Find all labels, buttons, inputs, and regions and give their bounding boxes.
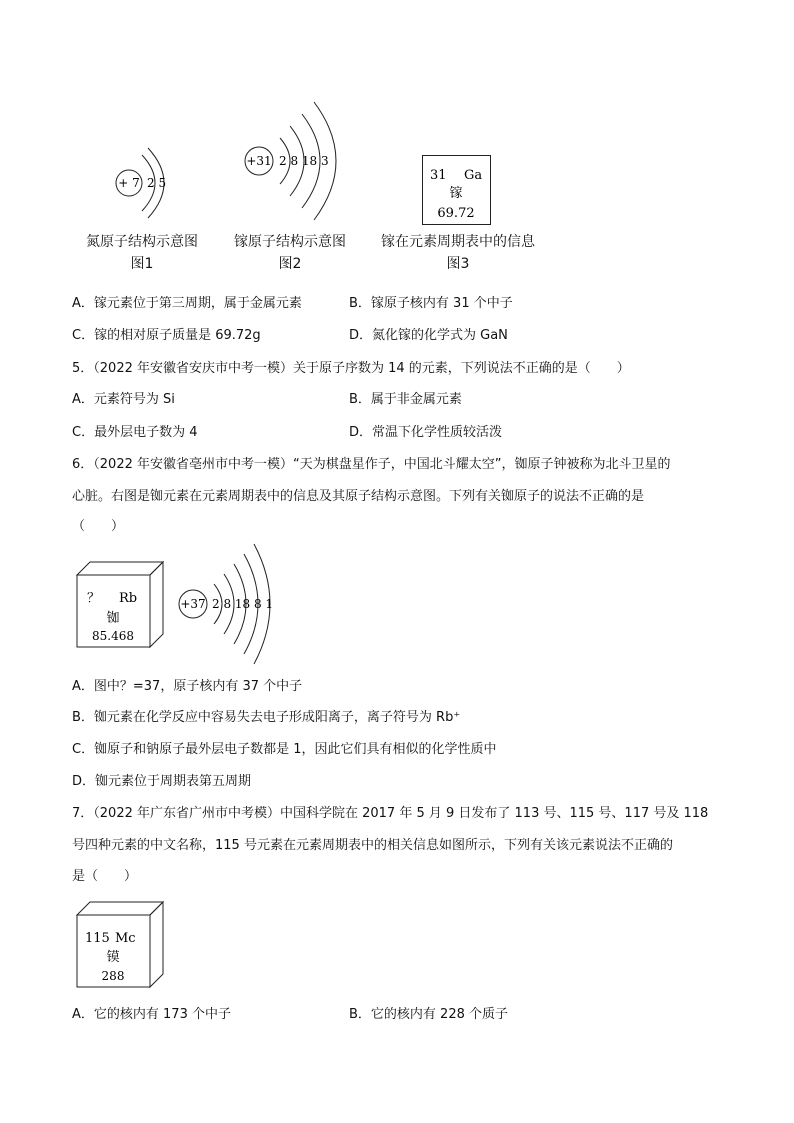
q6-option-c: C．铷原子和钠原子最外层电子数都是 1，因此它们具有相似的化学性质中 bbox=[72, 742, 497, 757]
q4-option-c: C．镓的相对原子质量是 69.72g bbox=[72, 328, 261, 343]
q5-option-d: D．常温下化学性质较活泼 bbox=[349, 425, 503, 440]
electron-counts: 2 8 18 3 bbox=[279, 154, 329, 168]
element-symbol: Ga bbox=[464, 168, 483, 183]
fig1-label: 图1 bbox=[130, 256, 154, 272]
electron-counts: 2 5 bbox=[147, 176, 167, 190]
moscovium-element-cube bbox=[75, 900, 167, 990]
nucleus-charge: +37 bbox=[180, 597, 206, 611]
q7-option-b: B．它的核内有 228 个质子 bbox=[349, 1007, 508, 1022]
q6-stem-line3: （ ） bbox=[72, 519, 125, 534]
gallium-atom-diagram bbox=[240, 98, 370, 228]
nitrogen-atom-diagram bbox=[110, 140, 180, 220]
q5-option-a: A．元素符号为 Si bbox=[72, 392, 175, 407]
nucleus-charge: + 7 bbox=[118, 176, 140, 190]
element-symbol: Mc bbox=[115, 931, 136, 946]
rubidium-element-cube bbox=[75, 560, 167, 650]
fig1-caption: 氮原子结构示意图 bbox=[86, 234, 198, 250]
fig3-label: 图3 bbox=[446, 256, 470, 272]
element-symbol: Rb bbox=[119, 591, 138, 606]
electron-counts: 2 8 18 8 1 bbox=[212, 597, 274, 611]
q6-stem-line1: 6．（2022 年安徽省亳州市中考一模）“天为棋盘星作子，中国北斗耀太空”，铷原子钟被称为北斗卫星的 bbox=[72, 457, 671, 472]
atomic-mass: 85.468 bbox=[92, 629, 134, 643]
q5-stem: 5．（2022 年安徽省安庆市中考一模）关于原子序数为 14 的元素，下列说法不正确的是（ ） bbox=[72, 361, 630, 376]
rubidium-atom-diagram bbox=[176, 540, 286, 672]
q4-option-d: D．氮化镓的化学式为 GaN bbox=[349, 328, 508, 343]
q4-option-b: B．镓原子核内有 31 个中子 bbox=[349, 296, 513, 311]
q4-option-a: A．镓元素位于第三周期，属于金属元素 bbox=[72, 296, 302, 311]
fig3-caption: 镓在元素周期表中的信息 bbox=[381, 234, 535, 250]
q7-stem-line1: 7．（2022 年广东省广州市中考模）中国科学院在 2017 年 5 月 9 日发布了 113 号、115 号、117 号及 118 bbox=[72, 806, 709, 821]
element-name: 镓 bbox=[449, 186, 463, 201]
q7-stem-line2: 号四种元素的中文名称，115 号元素在元素周期表中的相关信息如图所示，下列有关该元素说法不正确的 bbox=[72, 838, 673, 853]
q7-option-a: A．它的核内有 173 个中子 bbox=[72, 1007, 231, 1022]
q7-stem-line3: 是（ ） bbox=[72, 869, 138, 884]
atomic-number: 115 bbox=[85, 931, 110, 946]
atomic-mass: 69.72 bbox=[437, 206, 475, 221]
q5-option-c: C．最外层电子数为 4 bbox=[72, 425, 198, 440]
q5-option-b: B．属于非金属元素 bbox=[349, 392, 462, 407]
atomic-mass: 288 bbox=[101, 969, 125, 983]
element-name: 镆 bbox=[106, 950, 120, 965]
atomic-number: 31 bbox=[430, 168, 447, 183]
atomic-number: ？ bbox=[87, 591, 101, 606]
q6-option-d: D．铷元素位于周期表第五周期 bbox=[72, 774, 252, 789]
fig2-caption: 镓原子结构示意图 bbox=[234, 234, 346, 250]
gallium-element-cell bbox=[422, 155, 492, 227]
element-name: 铷 bbox=[106, 611, 120, 626]
nucleus-charge: +31 bbox=[246, 154, 272, 168]
fig2-label: 图2 bbox=[278, 256, 302, 272]
q6-stem-line2: 心脏。右图是铷元素在元素周期表中的信息及其原子结构示意图。下列有关铷原子的说法不正确的是 bbox=[72, 489, 645, 504]
q6-option-b: B．铷元素在化学反应中容易失去电子形成阳离子，离子符号为 Rb⁺ bbox=[72, 710, 461, 725]
q6-option-a: A．图中？=37，原子核内有 37 个中子 bbox=[72, 679, 303, 694]
